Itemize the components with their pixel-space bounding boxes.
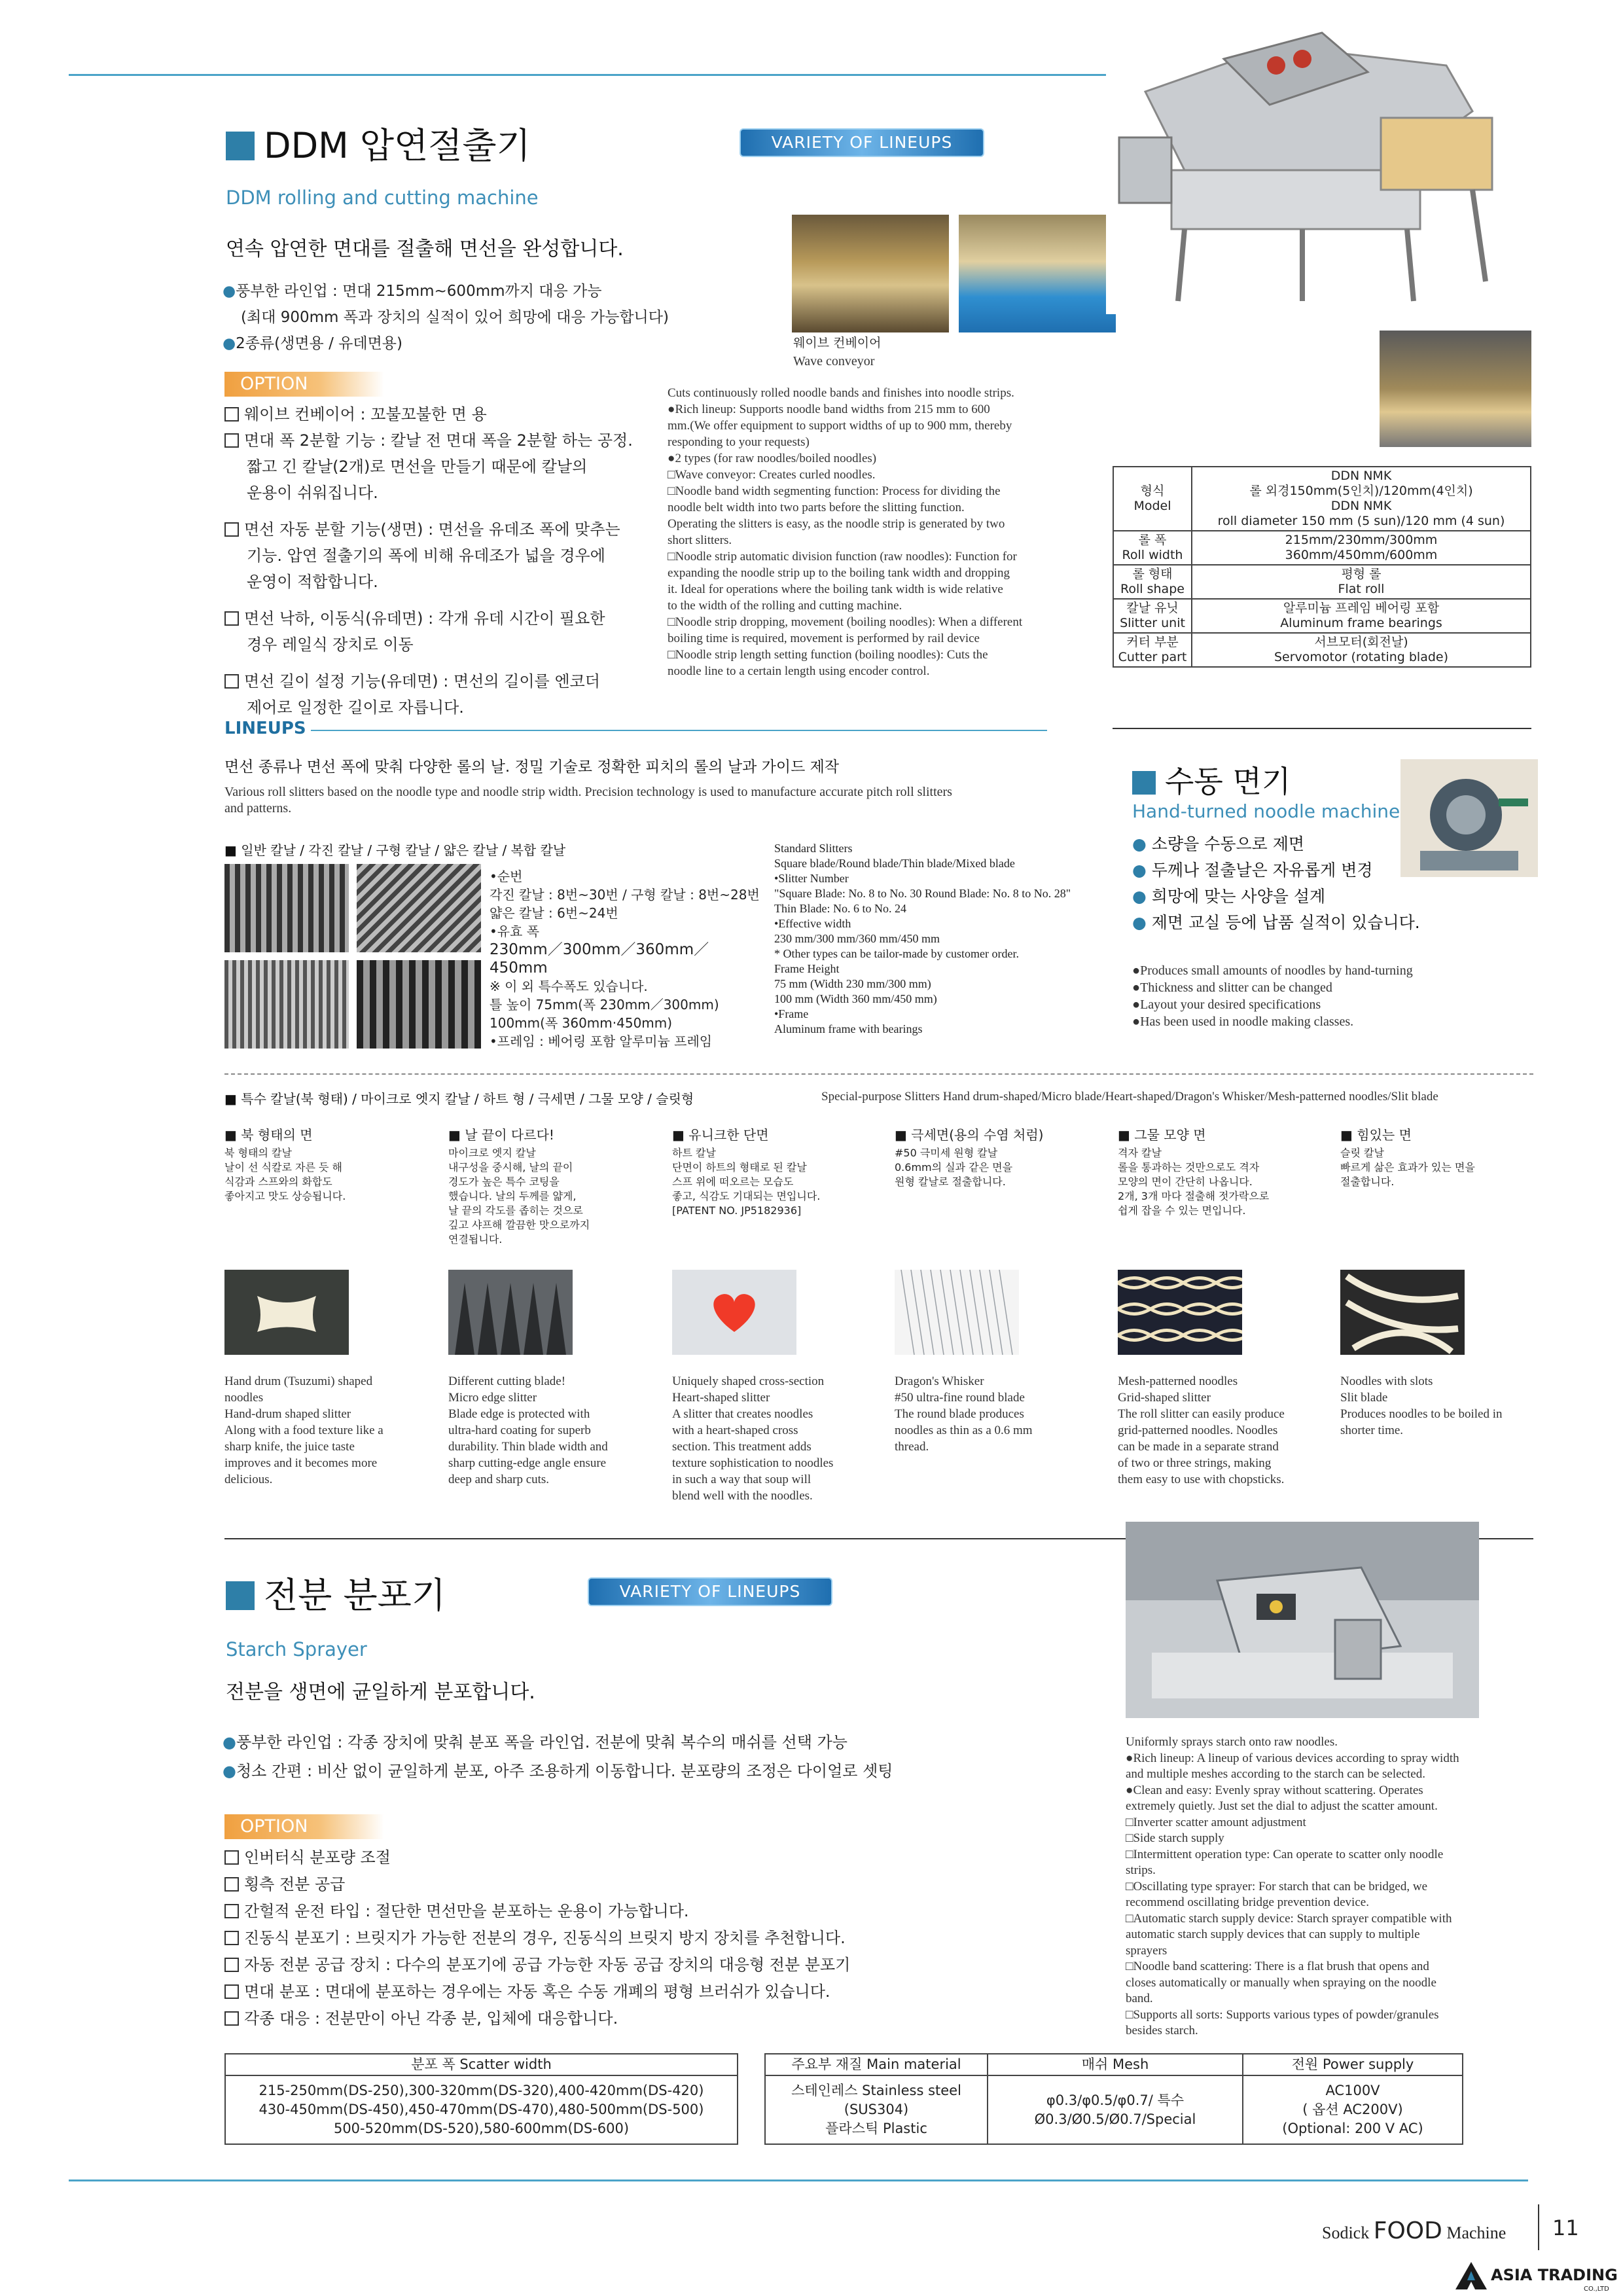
table-row: 스테인레스 Stainless steel (SUS304) 플라스틱 Plastic φ0.3/φ0.5/φ0.7/ 특수 Ø0.3/Ø0.5/Ø0.7/Special AC100V ( 옵션 AC200V) (Optional: 200 V AC)	[765, 2075, 1463, 2144]
table-row: 칼날 유닛 Slitter unit 알루미늄 프레임 베어링 포함 Aluminum frame bearings	[1113, 599, 1531, 633]
list-item: ●풍부한 라인업 : 면대 215mm~600mm까지 대응 가능	[223, 283, 602, 300]
title-square-icon	[1132, 771, 1156, 795]
starch-english-text: Uniformly sprays starch onto raw noodles. ●Rich lineup: A lineup of various devices according to spray width and multiple meshes according to the starch can be selected. ●Clean and easy: Evenly spray without scattering. Operates extremely quietly. Just set the dial to adjust the scatter amount. □Inverter scatter amount adjustment □Side starch supply □Intermittent operation type: Can operate to scatter only noodle strips. □Oscillating type sprayer: For starch that can be bridged, we recommend oscillating bridge prevention device. □Automatic starch supply device: Starch sprayer compatible with automatic starch supply devices that can supply to multiple sprayers □Noodle band scattering: There is a flat brush that opens and closes automatically or manually when spraying on the noodle band. □Supports all sorts: Supports various types of powder/granules besides starch.	[1126, 1735, 1459, 2037]
list-item: 진동식 분포기 : 브릿지가 가능한 전분의 경우, 진동식의 브릿지 방지 장치를 추천합니다.	[224, 1925, 1075, 1952]
list-item: 경우 레일식 장치로 이동	[247, 636, 414, 654]
mesh-noodle-photo	[1118, 1270, 1242, 1355]
mesh-caption-en: Mesh-patterned noodles Grid-shaped slitter The roll slitter can easily produce grid-patterned noodles. Noodles can be made in a separate strand of two or three strings, making them easy to use with chopsticks.	[1118, 1374, 1285, 1486]
hand-turned-machine-photo	[1400, 759, 1538, 877]
micro-caption-en: Different cutting blade! Micro edge slitter Blade edge is protected with ultra-hard coating for superb durability. Thin blade width and sharp cutting-edge angle ensure deep and sharp cuts.	[448, 1374, 608, 1486]
right-rule	[1113, 728, 1531, 729]
starch-variety-badge: VARIETY OF LINEUPS	[588, 1577, 832, 1606]
list-item: ● 제면 교실 등에 납품 실적이 있습니다.	[1132, 913, 1420, 932]
whisker-noodle-photo	[895, 1270, 1019, 1355]
company-suffix: CO.,LTD	[1584, 2286, 1609, 2293]
slit-caption-en: Noodles with slots Slit blade Produces noodles to be boiled in shorter time.	[1340, 1374, 1503, 1437]
noodle-strip-photo	[1380, 331, 1531, 447]
list-item: 짧고 긴 칼날(2개)로 면선을 만들기 때문에 칼날의	[247, 457, 588, 476]
manual-title: 수동 면기	[1132, 758, 1291, 801]
starch-title: 전분 분포기	[226, 1568, 446, 1618]
lineups-rule	[311, 730, 1047, 731]
ddm-machine-photo	[1106, 20, 1531, 314]
checkbox-icon	[224, 2011, 239, 2026]
table-row: 분포 폭 Scatter width	[225, 2054, 738, 2075]
photo-caption-ko: 웨이브 컨베이어	[793, 336, 882, 350]
ddm-title: DDM 압연절출기	[226, 118, 531, 168]
list-item: (최대 900mm 폭과 장치의 실적이 있어 희망에 대응 가능합니다)	[241, 309, 669, 326]
checkbox-icon	[224, 1904, 239, 1918]
bottom-rule	[69, 2179, 1528, 2181]
list-item: ●풍부한 라인업 : 각종 장치에 맞춰 분포 폭을 라인업. 전분에 맞춰 복수의 매쉬를 선택 가능	[223, 1733, 847, 1751]
ddm-option-label: OPTION	[224, 372, 384, 397]
round-blade-photo	[357, 864, 481, 952]
footer-separator	[1538, 2204, 1539, 2250]
starch-bullets	[223, 1728, 1073, 1785]
list-item: 웨이브 컨베이어 : 꼬불꼬불한 면 용	[224, 401, 683, 427]
list-item: 면대 분포 : 면대에 분포하는 경우에는 자동 혹은 수동 개폐의 평형 브러쉬가 있습니다.	[224, 1979, 1075, 2005]
list-item: 면선 낙하, 이동식(유데면) : 각개 유데 시간이 필요한	[224, 605, 683, 632]
list-item: 간헐적 운전 타입 : 절단한 면선만을 분포하는 운용이 가능합니다.	[224, 1898, 1075, 1925]
ddm-options	[224, 401, 683, 721]
table-row: 형식 Model DDN NMK 롤 외경150mm(5인치)/120mm(4인치) DDN NMK roll diameter 150 mm (5 sun)/120 mm (4 sun)	[1113, 467, 1531, 531]
starch-subtitle: Starch Sprayer	[226, 1638, 367, 1660]
list-item: 각종 대응 : 전분만이 아닌 각종 분, 입체에 대응합니다.	[224, 2005, 1075, 2032]
company-name: ASIA TRADING	[1491, 2266, 1618, 2284]
checkbox-icon	[224, 1958, 239, 1972]
checkbox-icon	[224, 407, 239, 422]
special-item-slit: ■ 힘있는 면 슬릿 칼날 빠르게 삶은 효과가 있는 면을 절출합니다.	[1340, 1127, 1475, 1188]
heart-caption-en: Uniquely shaped cross-section Heart-shaped slitter A slitter that creates noodles with a heart-shaped cross section. This treatment adds texture sophistication to noodles in such a way that soup will blend well with the noodles.	[672, 1374, 834, 1503]
dashed-divider	[224, 1073, 1533, 1075]
standard-title: ■ 일반 칼날 / 각진 칼날 / 구형 칼날 / 얇은 칼날 / 복합 칼날	[224, 842, 566, 858]
ddm-spec-table	[1113, 466, 1531, 668]
ddm-subtitle: DDM rolling and cutting machine	[226, 187, 539, 209]
mixed-blade-photo	[357, 960, 481, 1049]
table-row: 주요부 재질 Main material 매쉬 Mesh 전원 Power supply	[765, 2054, 1463, 2075]
thin-blade-photo	[224, 960, 349, 1049]
list-item: ● 두께나 절출날은 자유롭게 변경	[1132, 861, 1373, 880]
starch-option-label: OPTION	[224, 1814, 384, 1839]
ddm-lead: 연속 압연한 면대를 절출해 면선을 완성합니다.	[226, 238, 624, 260]
list-item: 면선 길이 설정 기능(유데면) : 면선의 길이를 엔코더	[224, 668, 683, 694]
title-square-icon	[226, 1581, 255, 1610]
title-square-icon	[226, 132, 255, 160]
standard-en: Standard Slitters Square blade/Round blade/Thin blade/Mixed blade •Slitter Number "Square Blade: No. 8 to No. 30 Round Blade: No. 8 to No. 28" Thin Blade: No. 6 to No. 24 •Effective width 230 mm/300 mm/360 mm/450 mm * Other types can be tailor-made by customer order. Frame Height 75 mm (Width 230 mm/300 mm) 100 mm (Width 360 mm/450 mm) •Frame Aluminum frame with bearings	[774, 842, 1071, 1035]
list-item: ● 소량을 수동으로 제면	[1132, 834, 1305, 853]
list-item: ● 희망에 맞는 사양을 설계	[1132, 887, 1326, 906]
conveyor-photo-2	[959, 215, 1116, 332]
manual-subtitle: Hand-turned noodle machine	[1132, 800, 1400, 822]
wave-conveyor-photo	[792, 215, 949, 332]
special-item-heart: ■ 유니크한 단면 하트 칼날 단면이 하트의 형태로 된 칼날 스프 위에 떠오르는 모습도 좋고, 식감도 기대되는 면입니다. [PATENT NO. JP5182936]	[672, 1127, 821, 1217]
drum-noodle-photo	[224, 1270, 349, 1355]
scatter-width-table	[224, 2053, 738, 2145]
ddm-variety-badge: VARIETY OF LINEUPS	[740, 128, 984, 157]
ddm-english-text: Cuts continuously rolled noodle bands and finishes into noodle strips. ●Rich lineup: Supports noodle band widths from 215 mm to 600 mm.(We offer equipment to support widths of up to 900 mm, thereby responding to your requests) ●2 types (for raw noodles/boiled noodles) □Wave conveyor: Creates curled noodles. □Noodle band width segmenting function: Process for dividing the noodle belt width into two parts before the slitting function. Operating the slitters is easy, as the noodle strip is generated by two short slitters. □Noodle strip automatic division function (raw noodles): Function for expanding the noodle strip up to the boiling tank width and dropping it. Ideal for operations where the boiling tank width is wide relative to the width of the rolling and cutting machine. □Noodle strip dropping, movement (boiling noodles): When a different boiling time is required, movement is performed by rail device □Noodle strip length setting function (boiling noodles): Cuts the noodle line to a certain length using encoder control.	[668, 386, 1023, 678]
checkbox-icon	[224, 1850, 239, 1865]
lineups-en: Various roll slitters based on the noodle type and noodle strip width. Precision technology is used to manufacture accurate pitch roll slitters and patterns.	[224, 785, 952, 816]
list-item: ●청소 간편 : 비산 없이 균일하게 분포, 아주 조용하게 이동합니다. 분포량의 조정은 다이얼로 셋팅	[223, 1762, 893, 1780]
square-blade-photo	[224, 864, 349, 952]
whisker-caption-en: Dragon's Whisker #50 ultra-fine round blade The round blade produces noodles as thin as a 0.6 mm thread.	[895, 1374, 1033, 1454]
list-item: 운용이 쉬워집니다.	[247, 484, 378, 502]
special-item-whisker: ■ 극세면(용의 수염 처럼) #50 극미세 원형 칼날 0.6mm의 실과 같은 면을 원형 칼날로 절출합니다.	[895, 1127, 1044, 1188]
special-en: Special-purpose Slitters Hand drum-shaped/Micro blade/Heart-shaped/Dragon's Whisker/Mesh-patterned noodles/Slit blade	[821, 1090, 1438, 1103]
list-item: 횡측 전분 공급	[224, 1871, 1075, 1898]
footer-brand: Sodick FOOD Machine	[1322, 2217, 1507, 2244]
table-row: 롤 형태 Roll shape 평형 롤 Flat roll	[1113, 565, 1531, 599]
manual-bullets-en: ●Produces small amounts of noodles by hand-turning ●Thickness and slitter can be changed ●Layout your desired specifications ●Has been used in noodle making classes.	[1132, 963, 1413, 1029]
photo-caption-en: Wave conveyor	[793, 354, 875, 368]
checkbox-icon	[224, 1984, 239, 1999]
list-item: 면대 폭 2분할 기능 : 칼날 전 면대 폭을 2분할 하는 공정.	[224, 427, 683, 454]
starch-sprayer-photo	[1126, 1522, 1479, 1718]
checkbox-icon	[224, 522, 239, 537]
checkbox-icon	[224, 433, 239, 448]
list-item: 운영이 적합합니다.	[247, 573, 378, 591]
checkbox-icon	[224, 611, 239, 626]
special-item-drum: ■ 북 형태의 면 북 형태의 칼날 날이 선 식칼로 자른 듯 해 식감과 스프와의 화합도 좋아지고 맛도 상승됩니다.	[224, 1127, 346, 1202]
list-item: 제어로 일정한 길이로 자릅니다.	[247, 698, 464, 717]
lineups-ko: 면선 종류나 면선 폭에 맞춰 다양한 롤의 날. 정밀 기술로 정확한 피치의 롤의 날과 가이드 제작	[224, 759, 840, 776]
list-item: 기능. 압연 절출기의 폭에 비해 유데조가 넓을 경우에	[247, 547, 605, 565]
starch-lead: 전분을 생면에 균일하게 분포합니다.	[226, 1681, 535, 1704]
standard-ko: •순번 각진 칼날 : 8번~30번 / 구형 칼날 : 8번~28번 얇은 칼날 : 6번~24번 •유효 폭 230mm／300mm／360mm／450mm ※ 이 외 특수폭도 있습니다. 틀 높이 75mm(폭 230mm／300mm) 100mm(폭 360mm·450mm) •프레임 : 베어링 포함 알루미늄 프레임	[490, 869, 760, 1049]
material-table	[764, 2053, 1463, 2145]
list-item: 자동 전분 공급 장치 : 다수의 분포기에 공급 가능한 자동 공급 장치의 대응형 전분 분포기	[224, 1952, 1075, 1979]
table-row: 215-250mm(DS-250),300-320mm(DS-320),400-420mm(DS-420) 430-450mm(DS-450),450-470mm(DS-470),480-500mm(DS-500) 500-520mm(DS-520),580-600mm(DS-600)	[225, 2075, 738, 2144]
manual-bullets-ko	[1132, 831, 1420, 936]
special-item-micro: ■ 날 끝이 다르다! 마이크로 엣지 칼날 내구성을 중시해, 날의 끝이 경도가 높은 특수 코팅을 했습니다. 날의 두께를 얇게, 날 끝의 각도를 좁히는 것으로 깊고 샤프해 깔끔한 맛으로까지 연결됩니다.	[448, 1127, 590, 1246]
lineups-heading: LINEUPS	[224, 719, 306, 738]
special-title: ■ 특수 칼날(북 형태) / 마이크로 엣지 칼날 / 하트 형 / 극세면 / 그물 모양 / 슬릿형	[224, 1091, 694, 1107]
asia-trading-logo-icon	[1454, 2259, 1488, 2291]
starch-options	[224, 1844, 1075, 2032]
table-row: 롤 폭 Roll width 215mm/230mm/300mm 360mm/450mm/600mm	[1113, 531, 1531, 565]
list-item: 면선 자동 분할 기능(생면) : 면선을 유데조 폭에 맞추는	[224, 516, 683, 543]
ddm-bullets	[223, 278, 694, 357]
list-item: 인버터식 분포량 조절	[224, 1844, 1075, 1871]
drum-caption-en: Hand drum (Tsuzumi) shaped noodles Hand-drum shaped slitter Along with a food texture like a sharp knife, the juice taste improves and it becomes more delicious.	[224, 1374, 383, 1486]
checkbox-icon	[224, 674, 239, 689]
micro-blade-photo	[448, 1270, 573, 1355]
special-item-mesh: ■ 그물 모양 면 격자 칼날 롤을 통과하는 것만으로도 격자 모양의 면이 간단히 나옵니다. 2개, 3개 마다 절출해 젓가락으로 쉽게 잡을 수 있는 면입니다.	[1118, 1127, 1270, 1217]
checkbox-icon	[224, 1877, 239, 1892]
checkbox-icon	[224, 1931, 239, 1945]
slit-noodle-photo	[1340, 1270, 1465, 1355]
list-item: ●2종류(생면용 / 유데면용)	[223, 335, 402, 352]
page-number: 11	[1552, 2215, 1579, 2240]
heart-noodle-photo	[672, 1270, 796, 1355]
table-row: 커터 부분 Cutter part 서브모터(회전날) Servomotor (rotating blade)	[1113, 633, 1531, 667]
